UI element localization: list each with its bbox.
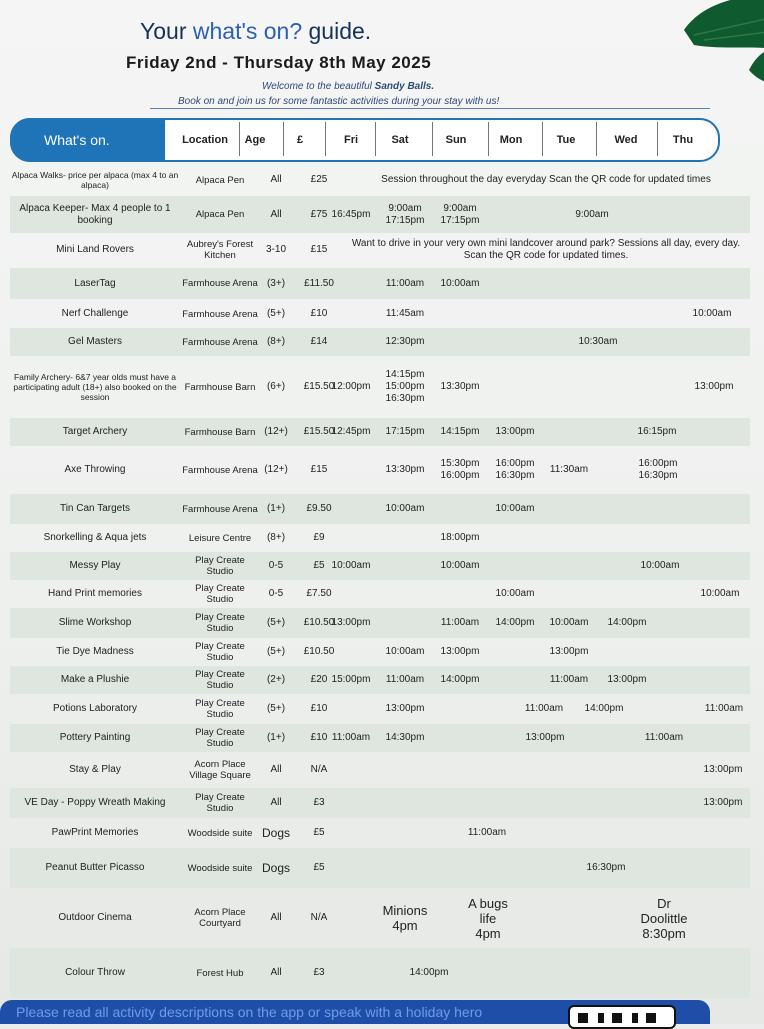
session-time: 14:00pm <box>607 617 647 628</box>
activity-price: £9 <box>313 532 325 543</box>
intro-line-1: Welcome to the beautiful Sandy Balls. <box>262 81 435 92</box>
session-time: 11:00am <box>524 703 564 714</box>
activity-age: (5+) <box>266 703 286 714</box>
session-time: 10:00am <box>440 560 480 571</box>
divider <box>283 122 284 156</box>
session-time: 10:00am <box>385 503 425 514</box>
session-time: 14:00pm <box>495 617 535 628</box>
session-time: 12:45pm <box>331 426 371 437</box>
session-time: 11:00am <box>644 732 684 743</box>
session-time: 16:00pm 16:30pm <box>638 458 678 481</box>
activity-location: Acorn Place Courtyard <box>194 907 246 929</box>
session-time: 11:00am <box>704 703 744 714</box>
session-time: 10:00am <box>700 588 740 599</box>
activity-note: Session throughout the day everyday Scan the QR code for updated times <box>381 174 711 185</box>
activity-location: Forest Hub <box>196 967 244 979</box>
activity-age: All <box>270 174 282 185</box>
session-time: 14:15pm 15:00pm 16:30pm <box>385 369 425 404</box>
session-time: 9:00am 17:15pm <box>385 202 425 226</box>
table-row <box>10 724 750 752</box>
activity-price: £5 <box>313 862 325 873</box>
activity-name: Messy Play <box>69 560 121 571</box>
activity-price: £15.50 <box>303 381 335 392</box>
activity-location: Farmhouse Arena <box>182 464 258 476</box>
activity-name: Hand Print memories <box>48 588 142 599</box>
activity-price: £10 <box>310 703 328 714</box>
activity-age: All <box>270 208 282 220</box>
session-time: 16:30pm <box>586 862 626 873</box>
session-time: 14:30pm <box>385 732 425 743</box>
activity-price: £7.50 <box>306 588 332 599</box>
session-time: 13:00pm <box>385 703 425 714</box>
table-row <box>10 165 750 195</box>
activity-age: (12+) <box>264 426 288 437</box>
session-time: 10:00am <box>385 646 425 657</box>
activity-location: Acorn Place Village Square <box>189 759 251 781</box>
page-title: Your what's on? guide. <box>140 18 372 44</box>
activity-price: £10.50 <box>303 617 335 628</box>
activity-name: PawPrint Memories <box>51 827 139 838</box>
activity-location: Leisure Centre <box>188 532 252 544</box>
table-row <box>10 356 750 418</box>
activity-name: Tin Can Targets <box>59 503 131 514</box>
header-day: Tue <box>556 134 576 146</box>
session-time: 10:00am <box>640 560 680 571</box>
activity-age: (8+) <box>266 532 286 543</box>
session-time: 13:00pm <box>525 732 565 743</box>
session-time: A bugs life 4pm <box>468 895 508 941</box>
header-age: Age <box>244 134 266 146</box>
session-time: 10:30am <box>578 336 618 347</box>
activity-price: £11.50 <box>304 277 334 289</box>
session-time: 10:00am <box>440 277 480 289</box>
activity-location: Play Create Studio <box>195 727 245 749</box>
footer-banner: Please read all activity descriptions on the app or speak with a holiday hero <box>0 1000 710 1024</box>
activity-name: Colour Throw <box>65 967 125 978</box>
session-time: 11:00am <box>385 277 425 289</box>
date-range: Friday 2nd - Thursday 8th May 2025 <box>126 53 432 72</box>
activity-location: Play Create Studio <box>195 583 245 605</box>
activity-age: (1+) <box>266 732 286 743</box>
activity-location: Farmhouse Arena <box>182 336 258 348</box>
activity-price: £25 <box>310 174 328 185</box>
activity-age: All <box>270 912 282 923</box>
session-time: 12:30pm <box>385 336 425 347</box>
activity-location: Woodside suite <box>187 862 253 874</box>
session-time: 10:00am <box>495 503 535 514</box>
activity-price: £10 <box>310 308 328 319</box>
header-location: Location <box>182 134 228 146</box>
activity-age: Dogs <box>261 861 290 875</box>
table-row <box>10 818 750 848</box>
session-time: 11:00am <box>385 674 425 685</box>
activity-age: (6+) <box>266 381 286 392</box>
activity-price: £20 <box>310 674 328 685</box>
activity-name: Axe Throwing <box>64 464 126 475</box>
table-row <box>10 666 750 694</box>
header-day: Thu <box>672 134 694 146</box>
session-time: 18:00pm <box>440 532 480 543</box>
activity-price: £15 <box>310 244 328 255</box>
activity-name: Target Archery <box>62 426 128 437</box>
activity-name: Alpaca Keeper- Max 4 people to 1 booking <box>19 202 171 226</box>
table-row <box>10 300 750 328</box>
activity-location: Play Create Studio <box>195 792 245 814</box>
session-time: 14:15pm <box>440 426 480 437</box>
activity-price: £14 <box>310 336 328 347</box>
divider <box>596 122 597 156</box>
table-row <box>10 268 750 299</box>
session-time: 12:00pm <box>331 381 371 392</box>
activity-name: Snorkelling & Aqua jets <box>43 532 147 543</box>
session-time: 11:00am <box>467 827 507 838</box>
activity-name: Gel Masters <box>68 336 122 347</box>
table-row <box>10 948 750 998</box>
session-time: 11:00am <box>440 617 480 628</box>
session-time: 13:00pm <box>607 674 647 685</box>
session-time: 13:00pm <box>549 646 589 657</box>
divider <box>150 108 710 109</box>
session-time: 14:00pm <box>440 674 480 685</box>
session-time: 14:00pm <box>409 967 449 978</box>
activity-location: Play Create Studio <box>195 669 245 691</box>
activity-price: £15.50 <box>303 426 335 437</box>
qr-code-icon <box>568 1005 676 1029</box>
activity-location: Play Create Studio <box>195 612 245 634</box>
activity-price: £3 <box>313 967 325 978</box>
activity-age: All <box>270 764 282 775</box>
activity-note: Want to drive in your very own mini landcover around park? Sessions all day, every day. Scan the QR code for updated times. <box>351 238 741 261</box>
activity-age: (3+) <box>266 277 286 289</box>
activity-age: (2+) <box>266 674 286 685</box>
activity-price: N/A <box>310 764 328 775</box>
activity-age: (5+) <box>266 617 286 628</box>
activity-age: Dogs <box>261 826 290 840</box>
table-row <box>10 418 750 446</box>
activity-price: £5 <box>313 827 325 838</box>
activity-name: Pottery Painting <box>59 732 131 743</box>
activity-location: Farmhouse Barn <box>184 381 256 393</box>
session-time: 17:15pm <box>385 426 425 437</box>
session-time: 13:30pm <box>440 381 480 392</box>
session-time: 13:00pm <box>703 797 743 808</box>
session-time: 13:00pm <box>694 381 734 392</box>
header-day: Fri <box>343 134 359 146</box>
activity-name: Alpaca Walks- price per alpaca (max 4 to an alpaca) <box>11 170 179 190</box>
table-row <box>10 752 750 788</box>
activity-location: Alpaca Pen <box>195 174 245 186</box>
activity-name: Nerf Challenge <box>61 308 129 319</box>
session-time: Minions 4pm <box>382 903 428 933</box>
activity-location: Aubrey's Forest Kitchen <box>186 239 254 261</box>
activity-location: Play Create Studio <box>195 641 245 663</box>
session-time: 13:00pm <box>331 617 371 628</box>
activity-location: Farmhouse Arena <box>182 308 258 320</box>
divider <box>239 122 240 156</box>
activity-name: Potions Laboratory <box>53 703 137 714</box>
activity-price: N/A <box>310 912 328 923</box>
activity-age: (12+) <box>264 464 288 475</box>
header-price: £ <box>296 134 304 146</box>
session-time: 15:00pm <box>331 674 371 685</box>
session-time: 13:30pm <box>385 464 425 475</box>
activity-price: £10.50 <box>303 646 335 657</box>
table-row <box>10 888 750 948</box>
table-row <box>10 524 750 552</box>
table-row <box>10 848 750 888</box>
activity-price: £3 <box>313 797 325 808</box>
table-row <box>10 638 750 666</box>
activity-age: (8+) <box>266 336 286 347</box>
activity-price: £10 <box>310 732 328 743</box>
activity-age: All <box>270 797 282 808</box>
session-time: 13:00pm <box>703 764 743 775</box>
activity-location: Play Create Studio <box>195 555 245 577</box>
table-row <box>10 234 750 266</box>
session-time: 11:30am <box>549 464 589 475</box>
session-time: 14:00pm <box>584 703 624 714</box>
activity-location: Farmhouse Arena <box>182 278 258 289</box>
header-day: Wed <box>614 134 638 146</box>
activity-age: (5+) <box>266 646 286 657</box>
activity-age: 0-5 <box>268 588 284 599</box>
session-time: 13:00pm <box>495 426 535 437</box>
activity-age: (1+) <box>266 503 286 514</box>
activity-location: Woodside suite <box>187 827 253 839</box>
activity-location: Farmhouse Barn <box>184 426 256 438</box>
activity-name: VE Day - Poppy Wreath Making <box>24 797 166 808</box>
activity-price: £15 <box>310 464 328 475</box>
activity-name: Family Archery- 6&7 year olds must have a participating adult (18+) also booked on the session <box>13 372 177 402</box>
table-row <box>10 196 750 233</box>
activity-age: 0-5 <box>268 560 284 571</box>
activity-name: Slime Workshop <box>58 617 132 628</box>
session-time: 9:00am <box>575 208 609 220</box>
activity-name: Tie Dye Madness <box>56 646 134 657</box>
session-time: 11:00am <box>549 674 589 685</box>
activity-name: Mini Land Rovers <box>56 244 134 255</box>
session-time: Dr Doolittle 8:30pm <box>640 895 688 941</box>
activity-price: £9.50 <box>306 503 332 514</box>
session-time: 16:00pm 16:30pm <box>495 458 535 481</box>
session-time: 11:45am <box>385 308 425 319</box>
header-day: Sun <box>445 134 467 146</box>
header-day: Sat <box>391 134 409 146</box>
activity-age: (5+) <box>266 308 286 319</box>
activity-name: LaserTag <box>74 277 116 289</box>
activity-name: Make a Plushie <box>60 674 130 685</box>
header-whats-on: What's on. <box>10 118 165 162</box>
activity-age: 3-10 <box>265 244 286 255</box>
activity-name: Peanut Butter Picasso <box>45 862 145 873</box>
session-time: 16:15pm <box>637 426 677 437</box>
intro-line-2: Book on and join us for some fantastic activities during your stay with us! <box>178 96 500 107</box>
session-time: 10:00am <box>692 308 732 319</box>
header-day: Mon <box>499 134 523 146</box>
activity-price: £5 <box>313 560 325 571</box>
session-time: 10:00am <box>331 560 371 571</box>
table-row <box>10 328 750 356</box>
session-time: 9:00am 17:15pm <box>440 202 480 226</box>
activity-location: Alpaca Pen <box>195 209 245 220</box>
table-row <box>10 446 750 494</box>
table-row <box>10 552 750 580</box>
session-time: 15:30pm 16:00pm <box>440 458 480 481</box>
table-row <box>10 608 750 638</box>
session-time: 10:00am <box>495 588 535 599</box>
session-time: 11:00am <box>331 732 371 743</box>
table-row <box>10 494 750 524</box>
activity-age: All <box>270 967 282 978</box>
session-time: 16:45pm <box>331 208 371 220</box>
activity-name: Stay & Play <box>69 764 121 775</box>
table-row <box>10 694 750 724</box>
table-row <box>10 580 750 608</box>
session-time: 13:00pm <box>440 646 480 657</box>
activity-price: £75 <box>310 208 328 220</box>
activity-name: Outdoor Cinema <box>58 912 132 923</box>
activity-location: Play Create Studio <box>195 698 245 720</box>
session-time: 10:00am <box>549 617 589 628</box>
table-row <box>10 788 750 818</box>
leaf-decoration-icon <box>664 0 764 90</box>
activity-location: Farmhouse Arena <box>182 503 258 515</box>
